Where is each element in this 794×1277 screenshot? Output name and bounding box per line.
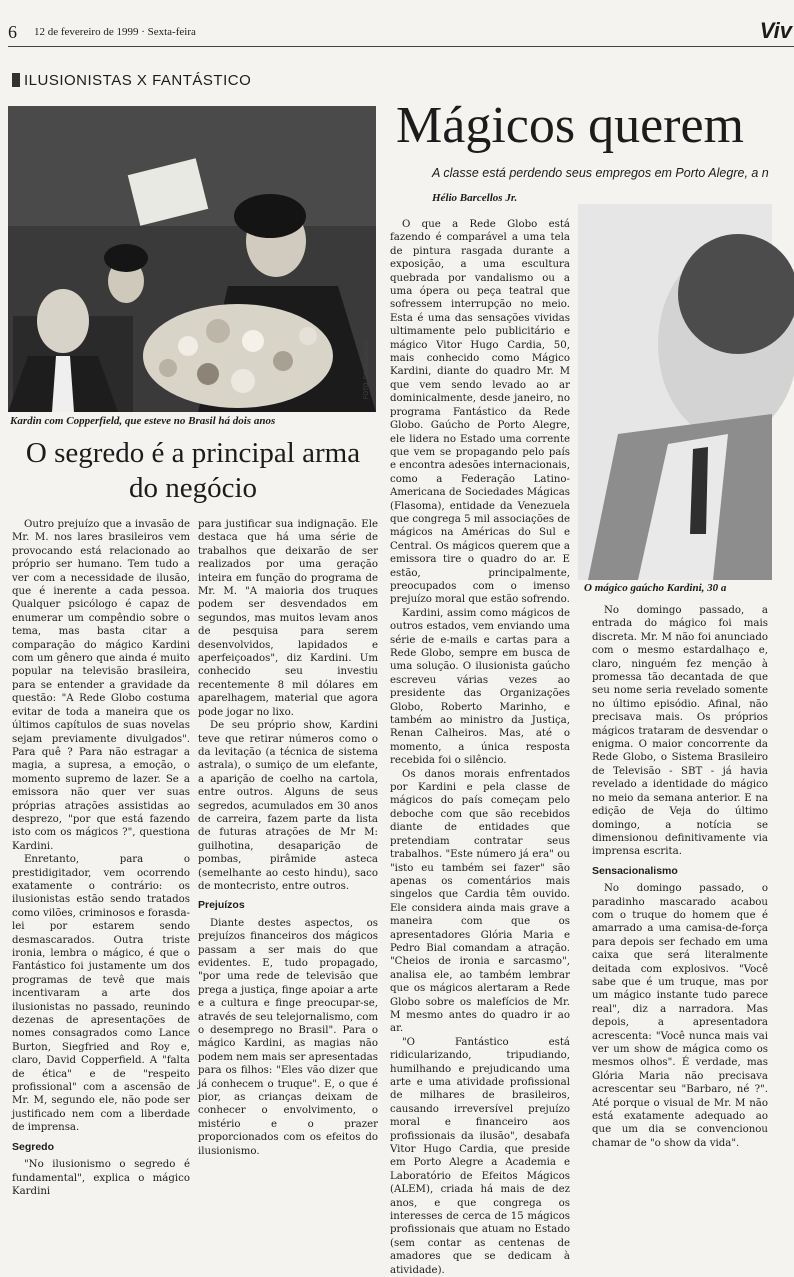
main-headline: Mágicos querem	[396, 97, 745, 154]
photo-credit: FOTO: DIVULGAÇÃO	[364, 340, 370, 400]
col4-paragraph-2: No domingo passado, o paradinho mascarado acabou com o truque do homem que é amarrado a uma camisa-de-força para depois ser fechado em uma caixa que será literalmente deitada com explosivos. "Você sabe que é um truque, mas por um mágico instante tudo parece real", diz a narradora. Mas depois, a apresentadora acrescenta: "Você nunca mais vai ver um show de mágica como os mesmos olhos". É verdade, mas Glória Maria não precisava acrescentar seu "Barbaro, né ?". Até porque o visual de Mr. M não está exatamente adequado ao que um dia se convencionou chamar de "o show da vida".	[592, 883, 768, 1149]
col1-paragraph-1: Outro prejuízo que a invasão de Mr. M. nos lares brasileiros vem provocando está relacionado ao próprio ser humano. Tem tudo a ver com a necessidade de ilusão, que é inerente a cada pessoa. Qualquer psicólogo é capaz de enumerar um compêndio sobre o tema, mas basta citar a comparação do mágico Kardini com um gênero que ainda é muito popular na televisão brasileira, para se entender a gravidade da questão: "A Rede Globo costuma evitar de toda a maneira que os últimos capítulos de suas novelas sejam previamente divulgados". Para quê ? Para não estragar a magia, a supresa, a emoção, o momento supremo de lazer. Se a emissora não quer ver suas próprias atrações assistidas ao desprezo, "por que está fazendo isto com os mágicos ?", questiona Kardini.	[12, 519, 190, 852]
section-kicker	[12, 72, 251, 89]
kicker-text: ILUSIONISTAS X FANTÁSTICO	[24, 72, 252, 89]
article-column-1	[12, 518, 190, 1197]
col1-paragraph-3: "No ilusionismo o segredo é fundamental", explica o mágico Kardini	[12, 1159, 190, 1197]
col3-paragraph-2: Kardini, assim como mágicos de outros estados, vem enviando uma série de e-mails e cartas para a Rede Globo, sempre em busca de uma solução. O ilusionista gaúcho escreveu várias vezes ao presidente das Organizações Globo, Roberto Marinho, e também ao ministro da Justiça, Renan Calheiros. Mas, até o momento, a única resposta recebida foi o silêncio.	[390, 607, 570, 767]
photo-kardini-copperfield	[8, 106, 376, 412]
col3-paragraph-3: Os danos morais enfrentados por Kardini e pela classe de mágicos do país começam pelo deboche com que são recebidos diante de entidades que pretendiam contratar seus trabalhos. "Este número já era" ou "isto eu também sei fazer" são apenas os comentários mais singelos que Cardia têm ouvido. Ele considera ainda mais grave a maneira com que os apresentadores Glória Maria e Pedro Bial comandam a atração. "Cheios de ironia e sarcasmo", analisa ele, ao também lembrar que os mágicos alertaram a Rede Globo sobre os malefícios de Mr. M mesmo antes do quadro ir ao ar.	[390, 768, 570, 1035]
col4-paragraph-1: No domingo passado, a entrada do mágico foi mais discreta. Mr. M não foi anunciado com o mesmo estardalhaço e, claro, ninguém fez menção à promessa tão decantada de que seu nome seria revelado somente no último episódio. Afinal, não precisava mais. Os próprios mágicos trataram de desvendar o enigma. O maior concorrente da Rede Globo, o Sistema Brasileiro de Televisão - SBT - já havia revelado a identidade do mágico no meio da semana anterior. E na edição de Veja do último domingo, a notícia se dimensionou definitivamente via imprensa escrita.	[592, 605, 768, 858]
col1-heading-segredo: Segredo	[12, 1140, 55, 1153]
sub-headline: O segredo é a principal arma do negócio	[25, 437, 361, 504]
photo-illustration	[8, 106, 376, 412]
col2-paragraph-3: Diante destes aspectos, os prejuízos financeiros dos mágicos passam a ser mais do que evidentes. E, tudo propagado, "por uma rede de televisão que prega a justiça, finge apoiar a arte e a cultura e finge preocupar-se, através de seu telejornalismo, com o desemprego no Brasil". Para o mágico Kardini, as magias não podem nem mais ser apresentadas para os filhos: "Eles vão dizer que já conhecem o truque". E, o que é pior, as crianças deixam de conhecer o envolvimento, o mistério e o prazer proporcionados com os efeitos do ilusionismo.	[198, 917, 378, 1157]
col3-paragraph-4: "O Fantástico está ridicularizando, tripudiando, humilhando e prejudicando uma arte e uma atividade profissional de milhares de brasileiros, causando irreversível prejuízo moral e financeiro aos profissionais da ilusão", desabafa Vitor Hugo Cardia, que preside em Porto Alegre a Academia e Laboratório de Efeitos Mágicos (ALEM), criada há mais de dez anos, e que congrega os interesses de cerca de 15 mágicos profissionais que atuam no Estado (sem contar as centenas de amadores que se dedicam à atividade).	[390, 1036, 570, 1276]
photo-kardini	[578, 204, 772, 580]
article-column-2	[198, 518, 378, 1157]
photo-right-caption: O mágico gaúcho Kardini, 30 a	[584, 582, 727, 594]
page-number: 6	[8, 22, 17, 42]
article-column-4	[592, 604, 768, 1149]
issue-date: 12 de fevereiro de 1999 · Sexta-feira	[34, 26, 196, 38]
header-rule	[8, 46, 794, 47]
col2-heading-prejuizos: Prejuízos	[198, 899, 245, 912]
photo-right-illustration	[578, 204, 772, 580]
col3-paragraph-1: O que a Rede Globo está fazendo é comparável a uma tela de pintura rasgada durante a exposição, a uma escultura quebrada por vandalismo ou a uma ópera ou peça teatral que sofressem interrupção no meio. Esta é uma das sensações vividas ultimamente pelo publicitário e mágico Vitor Hugo Cardia, 50, mais conhecido como Mágico Kardini, diante do quadro Mr. M que vem sendo levado ao ar dominicalmente, desde janeiro, no programa Fantástico da Rede Globo. Gaúcho de Porto Alegre, ele lidera no Estado uma corrente que vem se propagando pelo país e encontra adesões internacionais, como a Federação Latino-Americana de Sociedades Mágicas (Flasoma), entidade da Venezuela que congrega 5 mil associações de mágicos na Américas do Sul e Central. Os mágicos querem que a emissora tire o quadro do ar. E estão, principalmente, preocupados com o imenso prejuízo moral que estão sofrendo.	[390, 219, 570, 606]
article-column-3	[390, 218, 570, 1276]
col4-heading-sensacionalismo: Sensacionalismo	[592, 864, 678, 877]
col2-paragraph-2: De seu próprio show, Kardini teve que retirar números como o da levitação (a técnica de sistema astrala), o sumiço de um elefante, a aparição de coelho na cartola, entre outros. Alguns de seus segredos, acumulados em 30 anos de carreira, fazem parte da lista de futuras atrações de Mr M: guilhotina, desaparição de pombas, pirâmide asteca (semelhante ao cesto hindu), saco de montecristo, entre outros.	[198, 720, 378, 892]
byline: Hélio Barcellos Jr.	[432, 192, 518, 204]
photo-left-caption: Kardin com Copperfield, que esteve no Brasil há dois anos	[10, 415, 276, 427]
deck: A classe está perdendo seus empregos em Porto Alegre, a n	[432, 166, 769, 180]
kicker-bar-icon	[12, 73, 20, 87]
col2-paragraph-1: para justificar sua indignação. Ele destaca que há uma série de trabalhos que deixarão de ser realizados por uma geração inteira em função do programa de Mr. M. "A maioria dos truques podem ser desvendados em segundos, mas muitos levam anos de pesquisa para serem desenvolvidos, lapidados e aperfeiçoados", diz Kardini. Um conhecido seu investiu recentemente 8 mil dólares em aparelhagem, material que agora pode jogar no lixo.	[198, 519, 378, 718]
col1-paragraph-2: Enretanto, para o prestidigitador, vem ocorrendo exatamente o contrário: os ilusionistas estão sendo tratados como vilões, criminosos e forasda-lei por estarem sendo desmascarados. Outra triste ironia, lembra o mágico, é que o Fantástico foi justamente um dos programas de tevê que mais incentivaram a arte dos ilusionistas no passado, reunindo dezenas de apresentações de nomes consagrados como Lance Burton, Siegfried and Roy e, claro, David Copperfield. A "falta de ética" e de "respeito profissional" com a ascensão de Mr. M, segundo ele, não pode ser justificado nem com a liberdade de imprensa.	[12, 854, 190, 1134]
section-brand: Viv	[759, 18, 792, 43]
